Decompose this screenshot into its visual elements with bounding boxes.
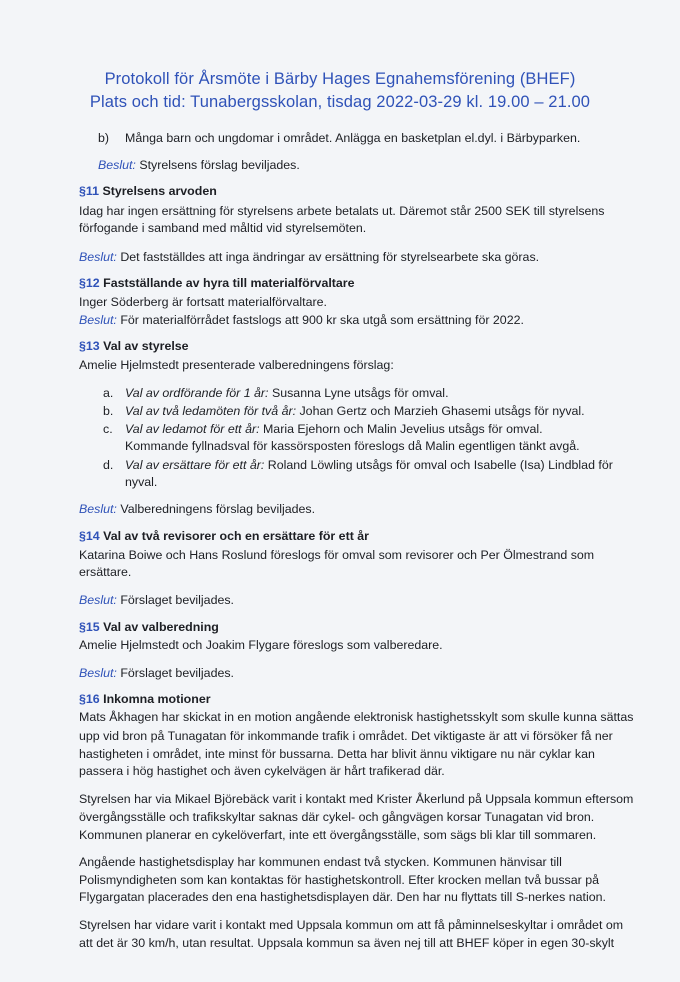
list-item-role: Val av ersättare för ett år: (125, 458, 265, 472)
list-item-result: Roland Löwling utsågs för omval och Isabelle (Isa) Lindblad för (267, 458, 613, 472)
document-subtitle: Plats och tid: Tunabergsskolan, tisdag 2022-03-29 kl. 19.00 – 21.00 (89, 93, 591, 111)
list-item-role: Val av ordförande för 1 år: (125, 386, 269, 400)
decision-text: Förslaget beviljades. (120, 593, 234, 607)
list-item-label: b. (103, 404, 114, 418)
section-title: Styrelsens arvoden (102, 184, 217, 198)
paragraph-line: Amelie Hjelmstedt och Joakim Flygare föreslogs som valberedare. (79, 638, 443, 652)
decision-line (79, 312, 524, 329)
section-number: §11 (79, 184, 99, 198)
section-number: §12 (79, 276, 100, 290)
decision-text: Styrelsens förslag beviljades. (139, 158, 300, 172)
list-item-result: Johan Gertz och Marzieh Ghasemi utsågs för nyval. (299, 404, 585, 418)
paragraph-line: passera i hög hastighet och även cykelvägen är hårt trafikerad där. (79, 764, 445, 778)
decision-label: Beslut: (79, 502, 117, 516)
paragraph-line: Styrelsen har via Mikael Björebäck varit i kontakt med Krister Åkerlund på Uppsala kommun eftersom (79, 792, 634, 806)
decision-label: Beslut: (98, 158, 136, 172)
section-number: §16 (79, 692, 100, 706)
section-title: Fastställande av hyra till materialförvaltare (103, 276, 355, 290)
decision-text: För materialförrådet fastslogs att 900 kr ska utgå som ersättning för 2022. (120, 313, 524, 327)
list-item-text (125, 421, 543, 438)
paragraph-line: Styrelsen har vidare varit i kontakt med Uppsala kommun om att få påminnelseskyltar i området om (79, 918, 624, 932)
decision-text: Valberedningens förslag beviljades. (120, 502, 316, 516)
paragraph-line: övergångsställe och trafikskyltar saknas där cykel- och gångvägen korsar Tunagatan vid bron. (79, 810, 595, 824)
section-title: Val av styrelse (103, 339, 189, 353)
list-item-continuation: Kommande fyllnadsval för kassörsposten föreslogs då Malin egentligen tänkt avgå. (125, 439, 580, 453)
list-item-text (125, 457, 613, 474)
list-item-label: b) (98, 131, 110, 145)
section-number: §15 (79, 620, 100, 634)
list-item-text (125, 403, 585, 420)
list-item-result: Maria Ejehorn och Malin Jevelius utsågs för omval. (262, 422, 543, 436)
section-heading-14 (79, 528, 369, 545)
list-item-label: d. (103, 458, 114, 472)
paragraph-line: hastigheten i området, inte minst för bussarna. Detta har blivit ännu viktigare nu när cyklar kan (79, 747, 595, 761)
section-heading-12 (79, 275, 355, 292)
section-number: §13 (79, 339, 100, 353)
list-item-result: Susanna Lyne utsågs för omval. (271, 386, 449, 400)
paragraph-line: Inger Söderberg är fortsatt materialförvaltare. (79, 295, 327, 309)
list-item-role: Val av ledamot för ett år: (125, 422, 260, 436)
document-title: Protokoll för Årsmöte i Bärby Hages Egnahemsförening (BHEF) (104, 70, 576, 88)
decision-line (79, 249, 539, 266)
paragraph-line: förfogande i samband med måltid vid styrelsemöten. (79, 221, 367, 235)
list-item-label: c. (103, 422, 113, 436)
decision-line (79, 501, 315, 518)
list-item-text (125, 385, 449, 402)
paragraph-line: Amelie Hjelmstedt presenterade valberedningens förslag: (79, 358, 394, 372)
decision-line (98, 157, 300, 174)
paragraph-line: ersättare. (79, 565, 132, 579)
section-heading-15 (79, 619, 219, 636)
list-item-text: Många barn och ungdomar i området. Anlägga en basketplan el.dyl. i Bärbyparken. (125, 131, 581, 145)
paragraph-line: Idag har ingen ersättning för styrelsens arbete betalats ut. Däremot står 2500 SEK till styrelsens (79, 204, 605, 218)
paragraph-line: Polismyndigheten som kan kontaktas för hastighetskontroll. Efter krocken mellan två bussar på (79, 873, 599, 887)
section-title: Val av valberedning (103, 620, 219, 634)
decision-label: Beslut: (79, 666, 117, 680)
section-title: Val av två revisorer och en ersättare för ett år (103, 529, 369, 543)
decision-line (79, 592, 234, 609)
paragraph-line: Katarina Boiwe och Hans Roslund föreslogs för omval som revisorer och Per Ölmestrand som (79, 548, 595, 562)
list-item-role: Val av två ledamöten för två år: (125, 404, 297, 418)
paragraph-line: upp vid bron på Tunagatan för inkommande trafik i området. Det viktigaste är att vi försöker få ner (79, 729, 613, 743)
section-heading-13 (79, 338, 189, 355)
paragraph-line: Angående hastighetsdisplay har kommunen endast två stycken. Kommunen hänvisar till (79, 855, 562, 869)
decision-text: Det fastställdes att inga ändringar av ersättning för styrelsearbete ska göras. (120, 250, 540, 264)
paragraph-line: att det är 30 km/h, utan resultat. Uppsala kommun sa även nej till att BHEF köper in egen 30-skylt (79, 936, 615, 950)
section-heading-11 (79, 183, 217, 200)
decision-label: Beslut: (79, 313, 117, 327)
list-item-label: a. (103, 386, 114, 400)
paragraph-line: Kommunen planerar en cykelöverfart, inte ett övergångsställe, som sägs bli klar till sommaren. (79, 828, 597, 842)
decision-label: Beslut: (79, 593, 117, 607)
section-title: Inkomna motioner (103, 692, 211, 706)
section-heading-16 (79, 691, 211, 708)
paragraph-line: Mats Åkhagen har skickat in en motion angående elektronisk hastighetsskylt som skulle kunna sättas (79, 710, 634, 724)
decision-label: Beslut: (79, 250, 117, 264)
list-item-continuation: nyval. (125, 475, 158, 489)
decision-line (79, 665, 234, 682)
decision-text: Förslaget beviljades. (120, 666, 234, 680)
section-number: §14 (79, 529, 100, 543)
paragraph-line: Flygargatan placerades den ena hastighetsdisplayen där. Den har nu flyttats till S-nerkes nation. (79, 890, 606, 904)
